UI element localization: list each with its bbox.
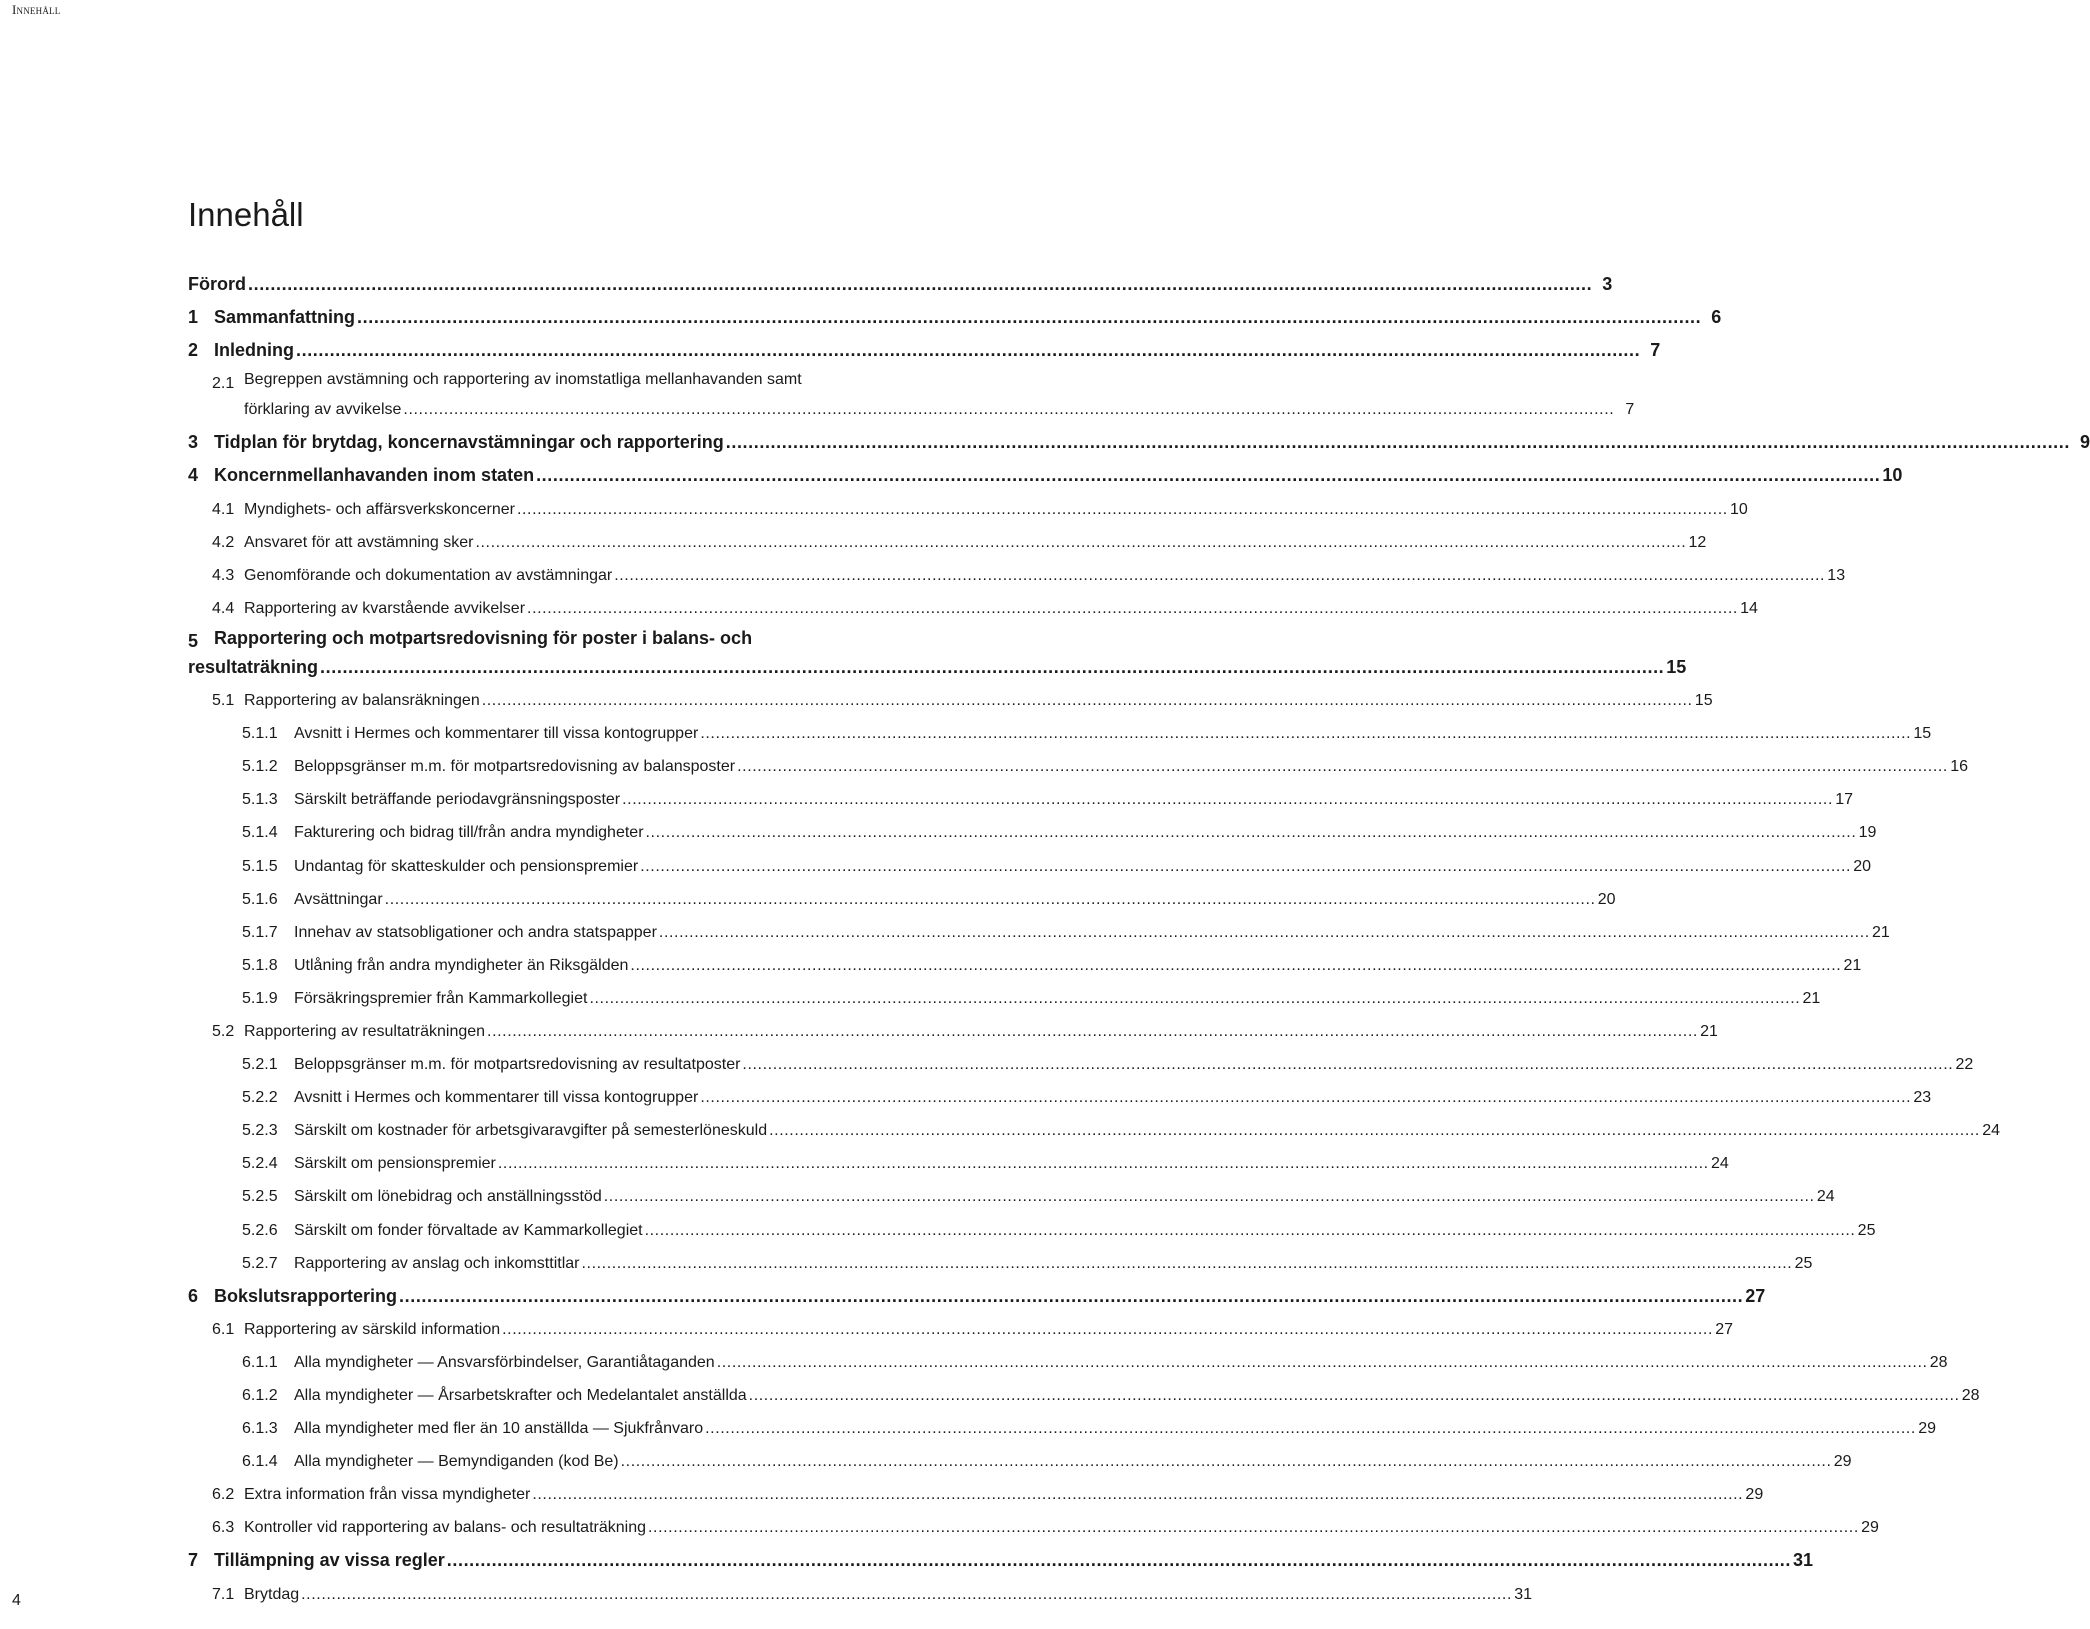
- toc-entry[interactable]: [188, 1147, 1729, 1180]
- toc-page-number: 31: [1514, 1585, 1533, 1603]
- toc-entry-title: Brytdag: [244, 1585, 300, 1603]
- toc-entry-number: 5.1.2: [242, 758, 278, 776]
- dot-leader: [403, 393, 1614, 426]
- toc-entry-number: 5.1.7: [242, 923, 278, 941]
- toc-entry-number: 5.2.7: [242, 1254, 278, 1272]
- toc-entry[interactable]: [188, 783, 1853, 816]
- toc-entry[interactable]: [188, 1379, 1980, 1412]
- toc-entry-number: 6.1: [212, 1320, 235, 1338]
- dot-leader: [604, 1180, 1815, 1213]
- toc-page-number: 25: [1857, 1221, 1876, 1239]
- table-of-contents: [188, 268, 2090, 1611]
- toc-entry[interactable]: [188, 493, 1748, 526]
- toc-entry-title: Inledning: [214, 340, 294, 361]
- toc-entry-number: 4.2: [212, 533, 235, 551]
- toc-entry-title: Fakturering och bidrag till/från andra myndigheter: [294, 824, 644, 842]
- dot-leader: [498, 1147, 1709, 1180]
- toc-page-number: 14: [1740, 599, 1758, 617]
- dot-leader: [705, 1412, 1916, 1445]
- toc-entry[interactable]: [188, 684, 1713, 717]
- toc-entry-number: 6.1.3: [242, 1420, 278, 1438]
- toc-entry[interactable]: [188, 750, 1968, 783]
- toc-entry-title: Rapportering och motpartsredovisning för poster i balans- och: [214, 627, 753, 648]
- toc-entry-number: 5.1.6: [242, 890, 278, 908]
- toc-page-number: 10: [1730, 500, 1748, 518]
- toc-entry[interactable]: [188, 1015, 1718, 1048]
- toc-page-number: 21: [1843, 956, 1862, 974]
- toc-entry[interactable]: [188, 816, 1877, 849]
- toc-entry[interactable]: [188, 1180, 1835, 1213]
- toc-entry-title: Särskilt beträffande periodavgränsningsposter: [294, 791, 621, 809]
- toc-entry-number: 6: [188, 1285, 199, 1306]
- toc-page-number: 15: [1913, 725, 1932, 743]
- toc-entry[interactable]: [188, 301, 1722, 334]
- toc-entry-number: 5.2.4: [242, 1155, 278, 1173]
- dot-leader: [700, 1081, 1911, 1114]
- toc-page-number: 22: [1955, 1056, 1974, 1074]
- toc-entry-title: Alla myndigheter med fler än 10 anställda — Sjukfrånvaro: [294, 1420, 704, 1438]
- dot-leader: [301, 1578, 1512, 1611]
- toc-entry-title: Rapportering av anslag och inkomsttitlar: [294, 1254, 580, 1272]
- dot-leader: [769, 1114, 1980, 1147]
- toc-entry-number: 5.1.8: [242, 956, 278, 974]
- toc-entry-title: Avsnitt i Hermes och kommentarer till vissa kontogrupper: [294, 725, 699, 743]
- toc-entry-number: 4.3: [212, 566, 235, 584]
- dot-leader: [621, 1445, 1832, 1478]
- toc-page-number: 7: [1650, 340, 1661, 361]
- toc-entry[interactable]: [188, 1578, 1533, 1611]
- toc-page-number: 24: [1982, 1122, 2000, 1140]
- dot-leader: [527, 592, 1738, 625]
- toc-page-number: 27: [1745, 1285, 1766, 1306]
- toc-page-number: 24: [1710, 1155, 1729, 1173]
- toc-entry-title: Försäkringspremier från Kammarkollegiet: [294, 989, 588, 1007]
- toc-entry-title: Alla myndigheter — Bemyndiganden (kod Be): [294, 1453, 619, 1471]
- toc-entry-number: 6.1.2: [242, 1387, 278, 1404]
- toc-entry-title: Alla myndigheter — Årsarbetskrafter och Medelantalet anställda: [294, 1387, 747, 1404]
- toc-entry-title: Särskilt om lönebidrag och anställningsstöd: [294, 1188, 602, 1206]
- toc-entry-title: Rapportering av kvarstående avvikelser: [244, 599, 526, 617]
- dot-leader: [475, 526, 1686, 559]
- dot-leader: [646, 816, 1857, 849]
- dot-leader: [630, 949, 1841, 982]
- dot-leader: [447, 1544, 1791, 1577]
- toc-entry-number: 3: [188, 432, 199, 453]
- toc-entry[interactable]: [188, 1247, 1813, 1280]
- dot-leader: [700, 717, 1911, 750]
- toc-entry[interactable]: [188, 949, 1862, 982]
- dot-leader: [296, 334, 1640, 367]
- toc-page-number: 21: [1802, 989, 1821, 1007]
- toc-entry-title: Tillämpning av vissa regler: [214, 1550, 445, 1571]
- toc-page-number: 29: [1833, 1453, 1852, 1471]
- toc-page-number: 15: [1666, 656, 1687, 677]
- toc-page-number: 17: [1835, 791, 1853, 809]
- toc-page-number: 23: [1913, 1089, 1932, 1107]
- dot-leader: [726, 426, 2070, 459]
- toc-entry[interactable]: [188, 526, 1707, 559]
- toc-entry[interactable]: [188, 1048, 1974, 1081]
- dot-leader: [517, 493, 1728, 526]
- toc-page-number: 27: [1715, 1320, 1733, 1338]
- toc-entry-number: 5.1.3: [242, 791, 278, 809]
- toc-page-number: 31: [1793, 1550, 1814, 1571]
- toc-page-number: 28: [1929, 1353, 1948, 1371]
- dot-leader: [659, 916, 1870, 949]
- page-number: 4: [12, 1592, 21, 1609]
- toc-entry[interactable]: [188, 1280, 1766, 1313]
- toc-entry[interactable]: [188, 850, 1872, 883]
- toc-entry-number: 7.1: [212, 1585, 235, 1603]
- toc-entry-title: Rapportering av särskild information: [244, 1320, 501, 1338]
- dot-leader: [248, 268, 1592, 301]
- toc-entry-number: 5.1: [212, 692, 235, 710]
- toc-entry[interactable]: [188, 559, 1846, 592]
- page-title: Innehåll: [188, 196, 304, 233]
- toc-entry[interactable]: [188, 1081, 1932, 1114]
- toc-entry-title: Koncernmellanhavanden inom staten: [214, 465, 535, 486]
- toc-entry-title: Ansvaret för att avstämning sker: [244, 533, 474, 551]
- toc-entry[interactable]: [188, 1214, 1876, 1247]
- dot-leader: [581, 1247, 1792, 1280]
- toc-page-number: 28: [1961, 1387, 1980, 1404]
- toc-entry-number: 6.1.4: [242, 1453, 278, 1471]
- toc-entry[interactable]: [188, 1445, 1852, 1478]
- toc-page-number: 29: [1745, 1486, 1764, 1504]
- toc-entry-number: 4.1: [212, 500, 235, 518]
- toc-entry[interactable]: [188, 592, 1758, 625]
- toc-entry[interactable]: [188, 426, 2090, 459]
- toc-page-number: 29: [1861, 1519, 1879, 1537]
- toc-entry-number: 2: [188, 340, 199, 361]
- toc-entry[interactable]: [188, 916, 1890, 949]
- toc-page-number: 29: [1918, 1420, 1936, 1438]
- toc-entry-number: 5.2.5: [242, 1188, 278, 1206]
- toc-page-number: 12: [1688, 533, 1707, 551]
- toc-entry-title: Kontroller vid rapportering av balans- och resultaträkning: [244, 1519, 646, 1537]
- toc-entry-title: Särskilt om pensionspremier: [294, 1155, 496, 1173]
- dot-leader: [320, 651, 1664, 684]
- toc-page-number: 21: [1700, 1022, 1718, 1040]
- toc-entry-number: 4: [188, 465, 199, 486]
- toc-entry-title: Bokslutsrapportering: [214, 1285, 398, 1306]
- toc-page-number: 13: [1827, 566, 1846, 584]
- toc-entry-number: 5.2.2: [242, 1089, 278, 1107]
- toc-entry-number: 5.2.3: [242, 1122, 278, 1140]
- dot-leader: [399, 1280, 1743, 1313]
- toc-entry[interactable]: [188, 367, 1635, 426]
- dot-leader: [502, 1313, 1713, 1346]
- toc-entry[interactable]: [188, 268, 1613, 301]
- dot-leader: [749, 1379, 1960, 1412]
- toc-entry-title-continued: resultaträkning: [188, 656, 319, 677]
- toc-entry-number: 5.1.9: [242, 989, 278, 1007]
- toc-entry[interactable]: [188, 1412, 1936, 1445]
- toc-entry[interactable]: [188, 459, 1903, 492]
- toc-entry-number: 5.1.5: [242, 857, 278, 875]
- dot-leader: [640, 850, 1851, 883]
- toc-entry-title: Begreppen avstämning och rapportering av inomstatliga mellanhavanden samt: [244, 371, 802, 389]
- toc-entry-number: 5: [188, 630, 199, 651]
- dot-leader: [622, 783, 1833, 816]
- toc-entry[interactable]: [188, 1478, 1764, 1511]
- toc-entry[interactable]: [188, 1313, 1733, 1346]
- toc-page-number: 7: [1625, 401, 1635, 419]
- dot-leader: [357, 301, 1701, 334]
- dot-leader: [648, 1511, 1859, 1544]
- toc-entry[interactable]: [188, 883, 1616, 916]
- toc-entry-number: 5.2: [212, 1022, 235, 1040]
- toc-entry-title: Beloppsgränser m.m. för motpartsredovisning av balansposter: [294, 758, 736, 776]
- toc-entry-title: Innehav av statsobligationer och andra statspapper: [294, 923, 657, 941]
- toc-entry-title: Särskilt om fonder förvaltade av Kammarkollegiet: [294, 1221, 643, 1239]
- toc-page-number: 16: [1950, 758, 1968, 776]
- toc-entry-title: Förord: [188, 274, 246, 294]
- toc-entry-title: Genomförande och dokumentation av avstämningar: [244, 566, 613, 584]
- toc-entry[interactable]: [188, 625, 1687, 684]
- toc-entry-title: Rapportering av balansräkningen: [244, 692, 480, 710]
- toc-entry-title: Tidplan för brytdag, koncernavstämningar och rapportering: [214, 432, 724, 453]
- toc-entry[interactable]: [188, 717, 1932, 750]
- running-header: Innehåll: [12, 2, 61, 17]
- toc-page-number: 20: [1597, 890, 1616, 908]
- toc-page-number: 24: [1816, 1188, 1835, 1206]
- toc-entry-number: 7: [188, 1550, 199, 1571]
- toc-page-number: 20: [1853, 857, 1872, 875]
- toc-entry[interactable]: [188, 982, 1821, 1015]
- toc-entry[interactable]: [188, 1511, 1879, 1544]
- toc-page-number: 3: [1602, 274, 1613, 294]
- toc-page-number: 19: [1858, 824, 1877, 842]
- toc-entry-number: 5.2.6: [242, 1221, 278, 1239]
- dot-leader: [482, 684, 1693, 717]
- dot-leader: [737, 750, 1948, 783]
- toc-entry-number: 6.1.1: [242, 1353, 278, 1371]
- toc-entry-title: Beloppsgränser m.m. för motpartsredovisning av resultatposter: [294, 1056, 741, 1074]
- toc-entry-title: Undantag för skatteskulder och pensionspremier: [294, 857, 639, 875]
- toc-entry[interactable]: [188, 1114, 2000, 1147]
- toc-entry-title: Extra information från vissa myndigheter: [244, 1486, 531, 1504]
- toc-entry[interactable]: [188, 1346, 1948, 1379]
- dot-leader: [487, 1015, 1698, 1048]
- toc-entry-number: 5.1.1: [242, 725, 278, 743]
- dot-leader: [614, 559, 1825, 592]
- toc-entry-number: 6.3: [212, 1519, 235, 1537]
- dot-leader: [532, 1478, 1743, 1511]
- dot-leader: [717, 1346, 1928, 1379]
- dot-leader: [536, 459, 1880, 492]
- toc-entry-title: Rapportering av resultaträkningen: [244, 1022, 486, 1040]
- toc-entry-number: 6.2: [212, 1486, 235, 1504]
- toc-entry-title: Myndighets- och affärsverkskoncerner: [244, 500, 515, 518]
- toc-page-number: 25: [1794, 1254, 1813, 1272]
- toc-entry-title: Sammanfattning: [214, 307, 356, 328]
- toc-page-number: 21: [1871, 923, 1890, 941]
- dot-leader: [742, 1048, 1953, 1081]
- dot-leader: [385, 883, 1596, 916]
- toc-entry-number: 1: [188, 307, 199, 328]
- toc-entry-title-continued: förklaring av avvikelse: [244, 401, 402, 419]
- dot-leader: [589, 982, 1800, 1015]
- toc-entry-number: 5.1.4: [242, 824, 278, 842]
- toc-entry-title: Avsnitt i Hermes och kommentarer till vissa kontogrupper: [294, 1089, 699, 1107]
- toc-entry-title: Särskilt om kostnader för arbetsgivaravgifter på semesterlöneskuld: [294, 1122, 768, 1140]
- dot-leader: [645, 1214, 1856, 1247]
- toc-entry[interactable]: [188, 334, 1661, 367]
- toc-entry[interactable]: [188, 1544, 1814, 1577]
- toc-page-number: 9: [2079, 432, 2090, 453]
- toc-entry-title: Avsättningar: [294, 890, 383, 908]
- toc-page-number: 10: [1882, 465, 1903, 486]
- toc-entry-number: 4.4: [212, 599, 235, 617]
- toc-page-number: 15: [1694, 692, 1713, 710]
- toc-entry-title: Utlåning från andra myndigheter än Riksgälden: [294, 956, 629, 974]
- toc-entry-title: Alla myndigheter — Ansvarsförbindelser, Garantiåtaganden: [294, 1353, 715, 1371]
- toc-entry-number: 5.2.1: [242, 1056, 278, 1074]
- toc-page-number: 6: [1711, 307, 1722, 328]
- toc-entry-number: 2.1: [212, 375, 235, 393]
